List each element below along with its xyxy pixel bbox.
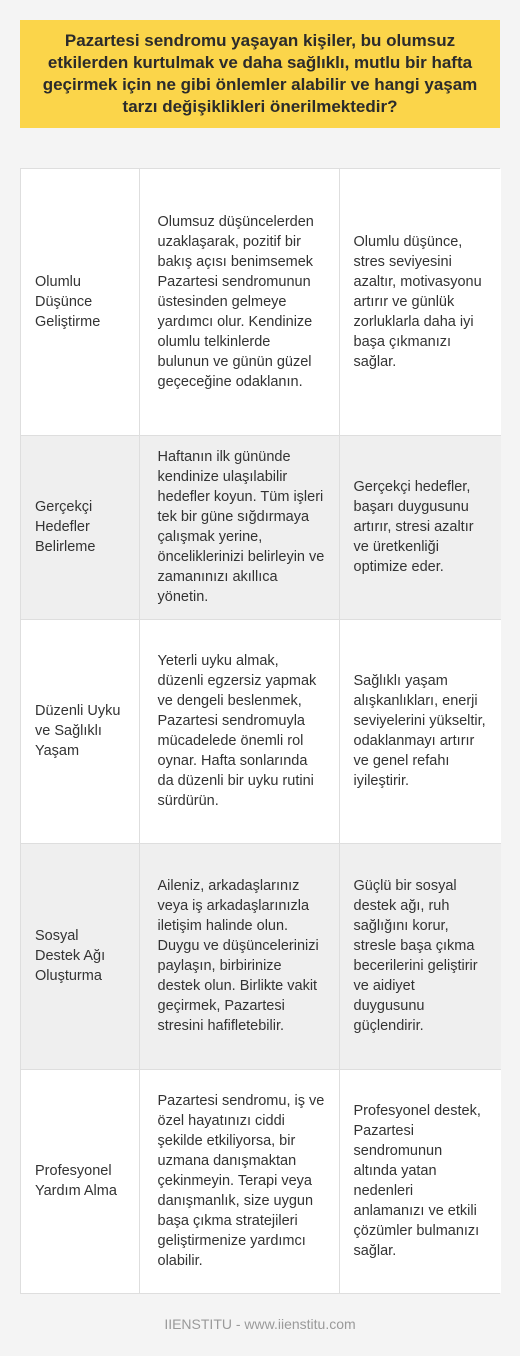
footer-credit: IIENSTITU - www.iienstitu.com <box>164 1316 356 1332</box>
info-table <box>21 169 501 1293</box>
benefit-cell: Gerçekçi hedefler, başarı duygusunu artırır, stresi azaltır ve üretkenliği optimize eder. <box>339 435 501 619</box>
info-table-container <box>20 168 500 1294</box>
description-cell: Pazartesi sendromu, iş ve özel hayatınızı ciddi şekilde etkiliyorsa, bir uzmana danışmaktan çekinmeyin. Terapi veya danışmanlık, size uygun başa çıkma stratejileri geliştirmenize yardımcı olabilir. <box>139 1069 339 1293</box>
benefit-cell: Profesyonel destek, Pazartesi sendromunun altında yatan nedenleri anlamanızı ve etkili çözümler bulmanızı sağlar. <box>339 1069 501 1293</box>
table-row <box>21 619 501 843</box>
description-cell: Haftanın ilk gününde kendinize ulaşılabilir hedefler koyun. Tüm işleri tek bir güne sığdırmaya çalışmak yerine, önceliklerinizi belirleyin ve zamanınızı akıllıca yönetin. <box>139 435 339 619</box>
table-row <box>21 435 501 619</box>
description-cell: Yeterli uyku almak, düzenli egzersiz yapmak ve dengeli beslenmek, Pazartesi sendromuyla mücadelede önemli rol oynar. Hafta sonlarında da düzenli bir uyku rutini sürdürün. <box>139 619 339 843</box>
topic-cell: Sosyal Destek Ağı Oluşturma <box>21 843 139 1069</box>
description-cell: Olumsuz düşüncelerden uzaklaşarak, pozitif bir bakış açısı benimsemek Pazartesi sendromunun üstesinden gelmeye yardımcı olur. Kendinize olumlu telkinlerde bulunun ve günün güzel geçeceğine odaklanın. <box>139 169 339 435</box>
topic-cell: Olumlu Düşünce Geliştirme <box>21 169 139 435</box>
table-row <box>21 1069 501 1293</box>
description-cell: Aileniz, arkadaşlarınız veya iş arkadaşlarınızla iletişim halinde olun. Duygu ve düşüncelerinizi paylaşın, birbirinize destek olun. Birlikte vakit geçirmek, Pazartesi stresini hafifletebilir. <box>139 843 339 1069</box>
topic-cell: Düzenli Uyku ve Sağlıklı Yaşam <box>21 619 139 843</box>
page-title: Pazartesi sendromu yaşayan kişiler, bu olumsuz etkilerden kurtulmak ve daha sağlıklı, mutlu bir hafta geçirmek için ne gibi önlemler alabilir ve hangi yaşam tarzı değişiklikleri önerilmektedir? <box>42 31 478 116</box>
topic-cell: Profesyonel Yardım Alma <box>21 1069 139 1293</box>
table-row <box>21 843 501 1069</box>
table-row <box>21 169 501 435</box>
title-banner <box>20 20 500 128</box>
benefit-cell: Sağlıklı yaşam alışkanlıkları, enerji seviyelerini yükseltir, odaklanmayı artırır ve genel refahı iyileştirir. <box>339 619 501 843</box>
benefit-cell: Güçlü bir sosyal destek ağı, ruh sağlığını korur, stresle başa çıkma becerilerini geliştirir ve aidiyet duygusunu güçlendirir. <box>339 843 501 1069</box>
benefit-cell: Olumlu düşünce, stres seviyesini azaltır, motivasyonu artırır ve günlük zorluklarla daha iyi başa çıkmanızı sağlar. <box>339 169 501 435</box>
topic-cell: Gerçekçi Hedefler Belirleme <box>21 435 139 619</box>
